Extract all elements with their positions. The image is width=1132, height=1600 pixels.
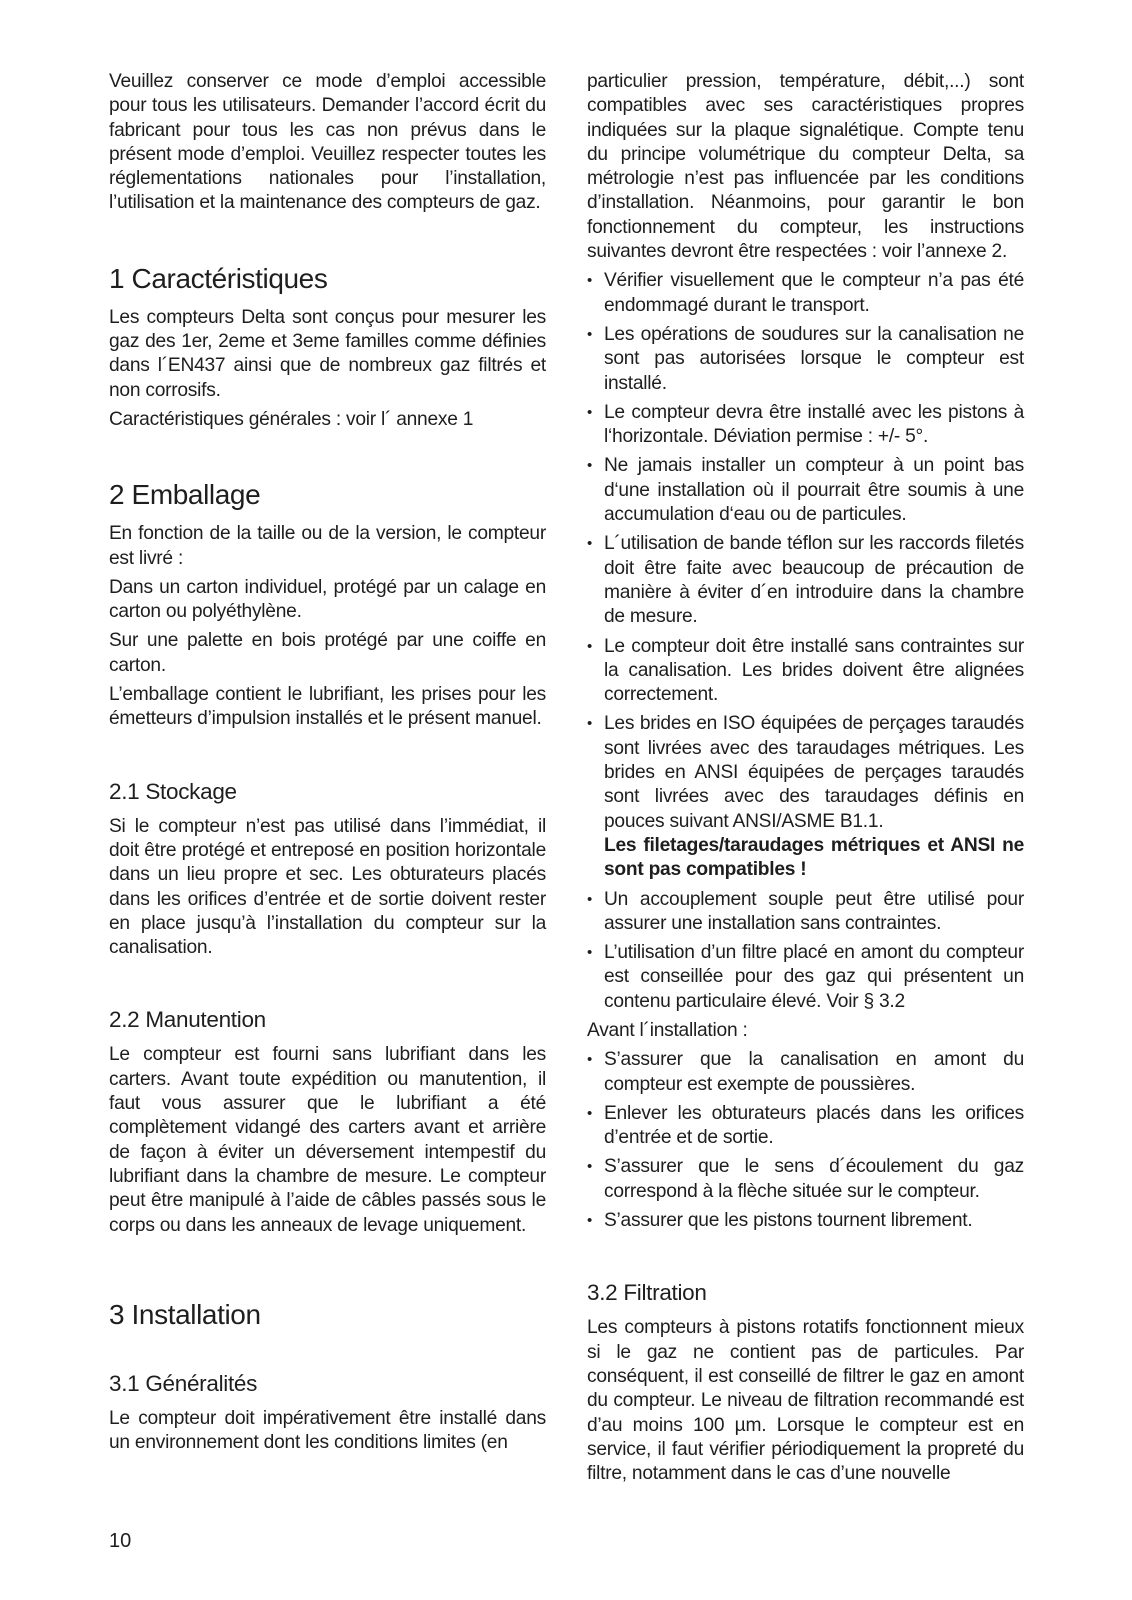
flanges-warning: Les filetages/taraudages métriques et ANSI ne sont pas compatibles !	[604, 834, 1024, 881]
section-2-paragraph-1: En fonction de la taille ou de la version, le compteur est livré :	[109, 523, 546, 569]
section-2-1-heading: 2.1 Stockage	[109, 778, 237, 804]
section-2-2-paragraph: Le compteur est fourni sans lubrifiant dans les carters. Avant toute expédition ou manutention, il faut vous assurer que le lubrifiant a été complètement vidangé des carters avant et arrière de façon à éviter un déversement intempestif du lubrifiant dans la chambre de mesure. Le compteur peut être manipulé à l’aide de câbles passés sous le corps ou dans les anneaux de levage uniquement.	[109, 1044, 546, 1236]
section-3-2-paragraph: Les compteurs à pistons rotatifs fonctionnent mieux si le gaz ne contient pas de particules. Par conséquent, il est conseillé de filtrer le gaz en amont du compteur. Le niveau de filtration recommandé est d’au moins 100 µm. Lorsque le compteur est en service, il faut vérifier périodiquement la propreté du filtre, notamment dans le cas d’une nouvelle	[587, 1317, 1024, 1485]
list-item: • Les opérations de soudures sur la canalisation ne sont pas autorisées lorsque le compteur est installé.	[587, 323, 1024, 396]
right-column	[587, 70, 1024, 1491]
list-item: • L’utilisation d’un filtre placé en amont du compteur est conseillée pour des gaz qui présentent un contenu particulaire élevé. Voir § 3.2	[587, 941, 1024, 1014]
list-item: • S’assurer que le sens d´écoulement du gaz correspond à la flèche située sur le compteur.	[587, 1155, 1024, 1204]
before-installation-label: Avant l´installation :	[587, 1019, 748, 1041]
installation-requirements-list	[587, 269, 1024, 1014]
list-item: • S’assurer que les pistons tournent librement.	[587, 1209, 1024, 1233]
intro-paragraph: Veuillez conserver ce mode d’emploi accessible pour tous les utilisateurs. Demander l’accord écrit du fabricant pour tous les cas non prévus dans le présent mode d’emploi. Veuillez respecter toutes les réglementations nationales pour l’installation, l’utilisation et la maintenance des compteurs de gaz.	[109, 71, 546, 214]
left-column	[109, 70, 546, 1460]
section-3-1-paragraph: Le compteur doit impérativement être installé dans un environnement dont les conditions limites (en	[109, 1407, 546, 1454]
list-item: • Enlever les obturateurs placés dans les orifices d’entrée et de sortie.	[587, 1102, 1024, 1151]
section-3-1-heading: 3.1 Généralités	[109, 1370, 258, 1396]
section-1-heading: 1 Caractéristiques	[109, 262, 328, 294]
section-2-paragraph-3: Sur une palette en bois protégé par une coiffe en carton.	[109, 630, 546, 676]
list-item: • Vérifier visuellement que le compteur n’a pas été endommagé durant le transport.	[587, 269, 1024, 318]
section-2-paragraph-2: Dans un carton individuel, protégé par un calage en carton ou polyéthylène.	[109, 576, 546, 623]
flanges-text: Les brides en ISO équipées de perçages taraudés sont livrées avec des taraudages métriques. Les brides en ANSI équipées de perçages taraudés sont livrées avec des taraudages définis en pouces suivant ANSI/ASME B1.1.	[604, 713, 1024, 832]
section-2-paragraph-4: L’emballage contient le lubrifiant, les prises pour les émetteurs d’impulsion installés et le présent manuel.	[109, 684, 546, 730]
section-3-heading: 3 Installation	[109, 1298, 261, 1330]
section-2-1-paragraph: Si le compteur n’est pas utilisé dans l’immédiat, il doit être protégé et entreposé en position horizontale dans un lieu propre et sec. Les obturateurs placés dans les orifices d’entrée et de sortie doivent rester en place jusqu’à l’installation du compteur sur la canalisation.	[109, 815, 546, 959]
section-2-2-heading: 2.2 Manutention	[109, 1007, 266, 1033]
section-3-1-continued-paragraph: particulier pression, température, débit,...) sont compatibles avec ses caractéristiques propres indiquées sur la plaque signalétique. Compte tenu du principe volumétrique du compteur Delta, sa métrologie n’est pas influencée par les conditions d’installation. Néanmoins, pour garantir le bon fonctionnement du compteur, les instructions suivantes devront être respectées : voir l’annexe 2.	[587, 71, 1024, 263]
section-1-general-characteristics: Caractéristiques générales : voir l´ annexe 1	[109, 408, 474, 430]
list-item: • S’assurer que la canalisation en amont du compteur est exempte de poussières.	[587, 1048, 1024, 1097]
before-installation-list	[587, 1048, 1024, 1233]
page-number: 10	[109, 1530, 132, 1552]
list-item: • Le compteur devra être installé avec les pistons à l‘horizontale. Déviation permise : +/- 5°.	[587, 401, 1024, 450]
list-item: • Un accouplement souple peut être utilisé pour assurer une installation sans contraintes.	[587, 888, 1024, 937]
list-item: • Le compteur doit être installé sans contraintes sur la canalisation. Les brides doivent être alignées correctement.	[587, 635, 1024, 708]
section-2-heading: 2 Emballage	[109, 479, 261, 511]
list-item: • L´utilisation de bande téflon sur les raccords filetés doit être faite avec beaucoup de précaution de manière à éviter d´en introduire dans la chambre de mesure.	[587, 532, 1024, 629]
section-3-2-heading: 3.2 Filtration	[587, 1280, 707, 1306]
list-item-flanges	[587, 712, 1024, 882]
list-item: • Ne jamais installer un compteur à un point bas d‘une installation où il pourrait être soumis à une accumulation d‘eau ou de particules.	[587, 454, 1024, 527]
section-1-paragraph: Les compteurs Delta sont conçus pour mesurer les gaz des 1er, 2eme et 3eme familles comme définies dans l´EN437 ainsi que de nombreux gaz filtrés et non corrosifs.	[109, 306, 546, 401]
